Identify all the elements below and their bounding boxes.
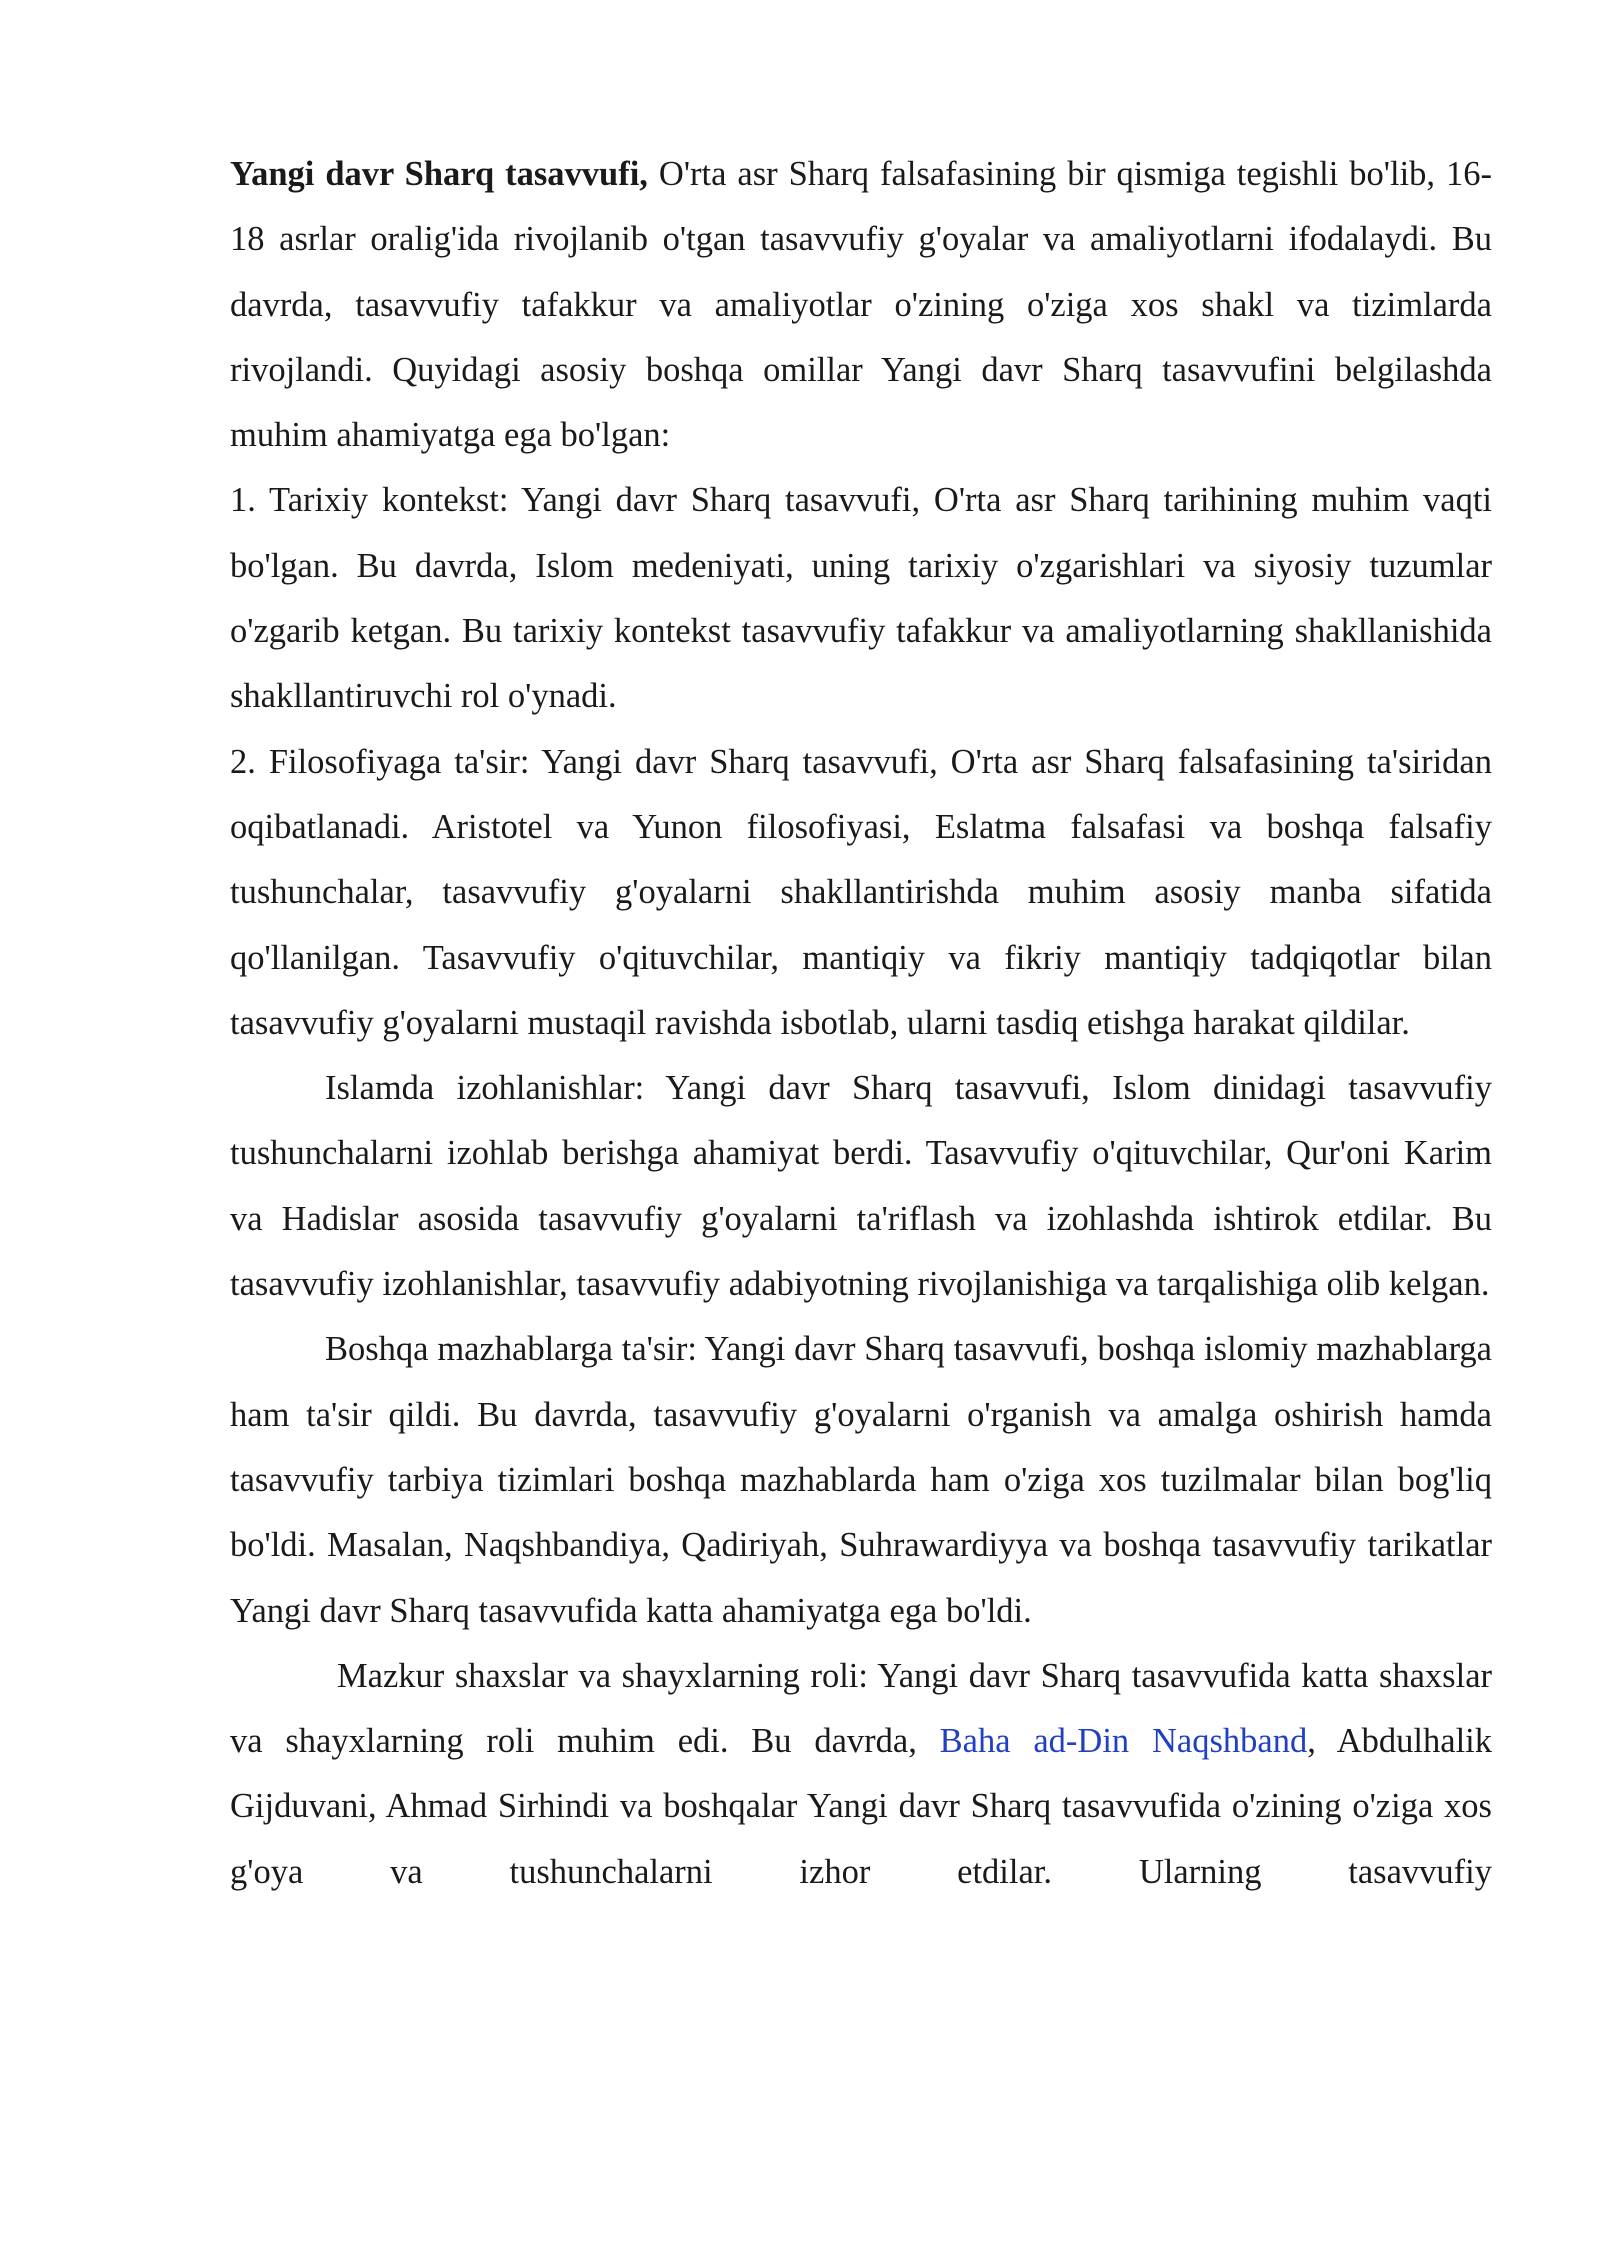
paragraph-boshqa: Boshqa mazhablarga ta'sir: Yangi davr Sharq tasavvufi, boshqa islomiy mazhablarga ham ta'sir qildi. Bu davrda, tasavvufiy g'oyalarni o'rganish va amalga oshirish hamda tasavvufiy tarbiya tizimlari boshqa mazhablarda ham o'ziga xos tuzilmalar bilan bog'liq bo'ldi. Masalan, Naqshbandiya, Qadiriyah, Suhrawardiyya va boshqa tasavvufiy tarikatlar Yangi davr Sharq tasavvufida katta ahamiyatga ega bo'ldi. <box>230 1330 1492 1630</box>
intro-text: O'rta asr Sharq falsafasining bir qismiga tegishli bo'lib, 16-18 asrlar oralig'ida rivojlanib o'tgan tasavvufiy g'oyalar va amaliyotlarni ifodalaydi. Bu davrda, tasavvufiy tafakkur va amaliyotlar o'zining o'ziga xos shakl va tizimlarda rivojlandi. Quyidagi asosiy boshqa omillar Yangi davr Sharq tasavvufini belgilashda muhim ahamiyatga ega bo'lgan: <box>230 155 1493 455</box>
list-item-2: 2. Filosofiyaga ta'sir: Yangi davr Sharq tasavvufi, O'rta asr Sharq falsafasining ta'siridan oqibatlanadi. Aristotel va Yunon filosofiyasi, Eslatma falsafasi va boshqa falsafiy tushunchalar, tasavvufiy g'oyalarni shakllantirishda muhim asosiy manba sifatida qo'llanilgan. Tasavvufiy o'qituvchilar, mantiqiy va fikriy mantiqiy tadqiqotlar bilan tasavvufiy g'oyalarni mustaqil ravishda isbotlab, ularni tasdiq etishga harakat qildilar. <box>230 742 1492 1042</box>
paragraph-mazkur <box>230 1644 1492 1905</box>
paragraph-mazkur-text-start: Mazkur shaxslar va shayxlarning roli: Yangi davr Sharq tasavvufida katta shaxslar va shayxlarning roli muhim edi. Bu davrda, <box>230 1656 1492 1761</box>
list-item-1: 1. Tarixiy kontekst: Yangi davr Sharq tasavvufi, O'rta asr Sharq tarihining muhim vaqti bo'lgan. Bu davrda, Islom medeniyati, uning tarixiy o'zgarishlari va siyosiy tuzumlar o'zgarib ketgan. Bu tarixiy kontekst tasavvufiy tafakkur va amaliyotlarning shakllanishida shakllantiruvchi rol o'ynadi. <box>230 481 1492 716</box>
intro-paragraph <box>230 142 1492 468</box>
link-baha-ad-din-naqshband[interactable]: Baha ad-Din Naqshband <box>939 1722 1308 1761</box>
paragraph-mazkur-text-end: , Abdulhalik Gijduvani, Ahmad Sirhindi va boshqalar Yangi davr Sharq tasavvufida o'zining o'ziga xos g'oya va tushunchalarni izhor etdilar. Ularning tasavvufiy <box>230 1722 1492 1891</box>
paragraph-islamda: Islamda izohlanishlar: Yangi davr Sharq tasavvufi, Islom dinidagi tasavvufiy tushunchalarni izohlab berishga ahamiyat berdi. Tasavvufiy o'qituvchilar, Qur'oni Karim va Hadislar asosida tasavvufiy g'oyalarni ta'riflash va izohlashda ishtirok etdilar. Bu tasavvufiy izohlanishlar, tasavvufiy adabiyotning rivojlanishiga va tarqalishiga olib kelgan. <box>230 1069 1492 1304</box>
intro-heading: Yangi davr Sharq tasavvufi, <box>230 155 648 193</box>
document-body <box>230 142 1492 1905</box>
